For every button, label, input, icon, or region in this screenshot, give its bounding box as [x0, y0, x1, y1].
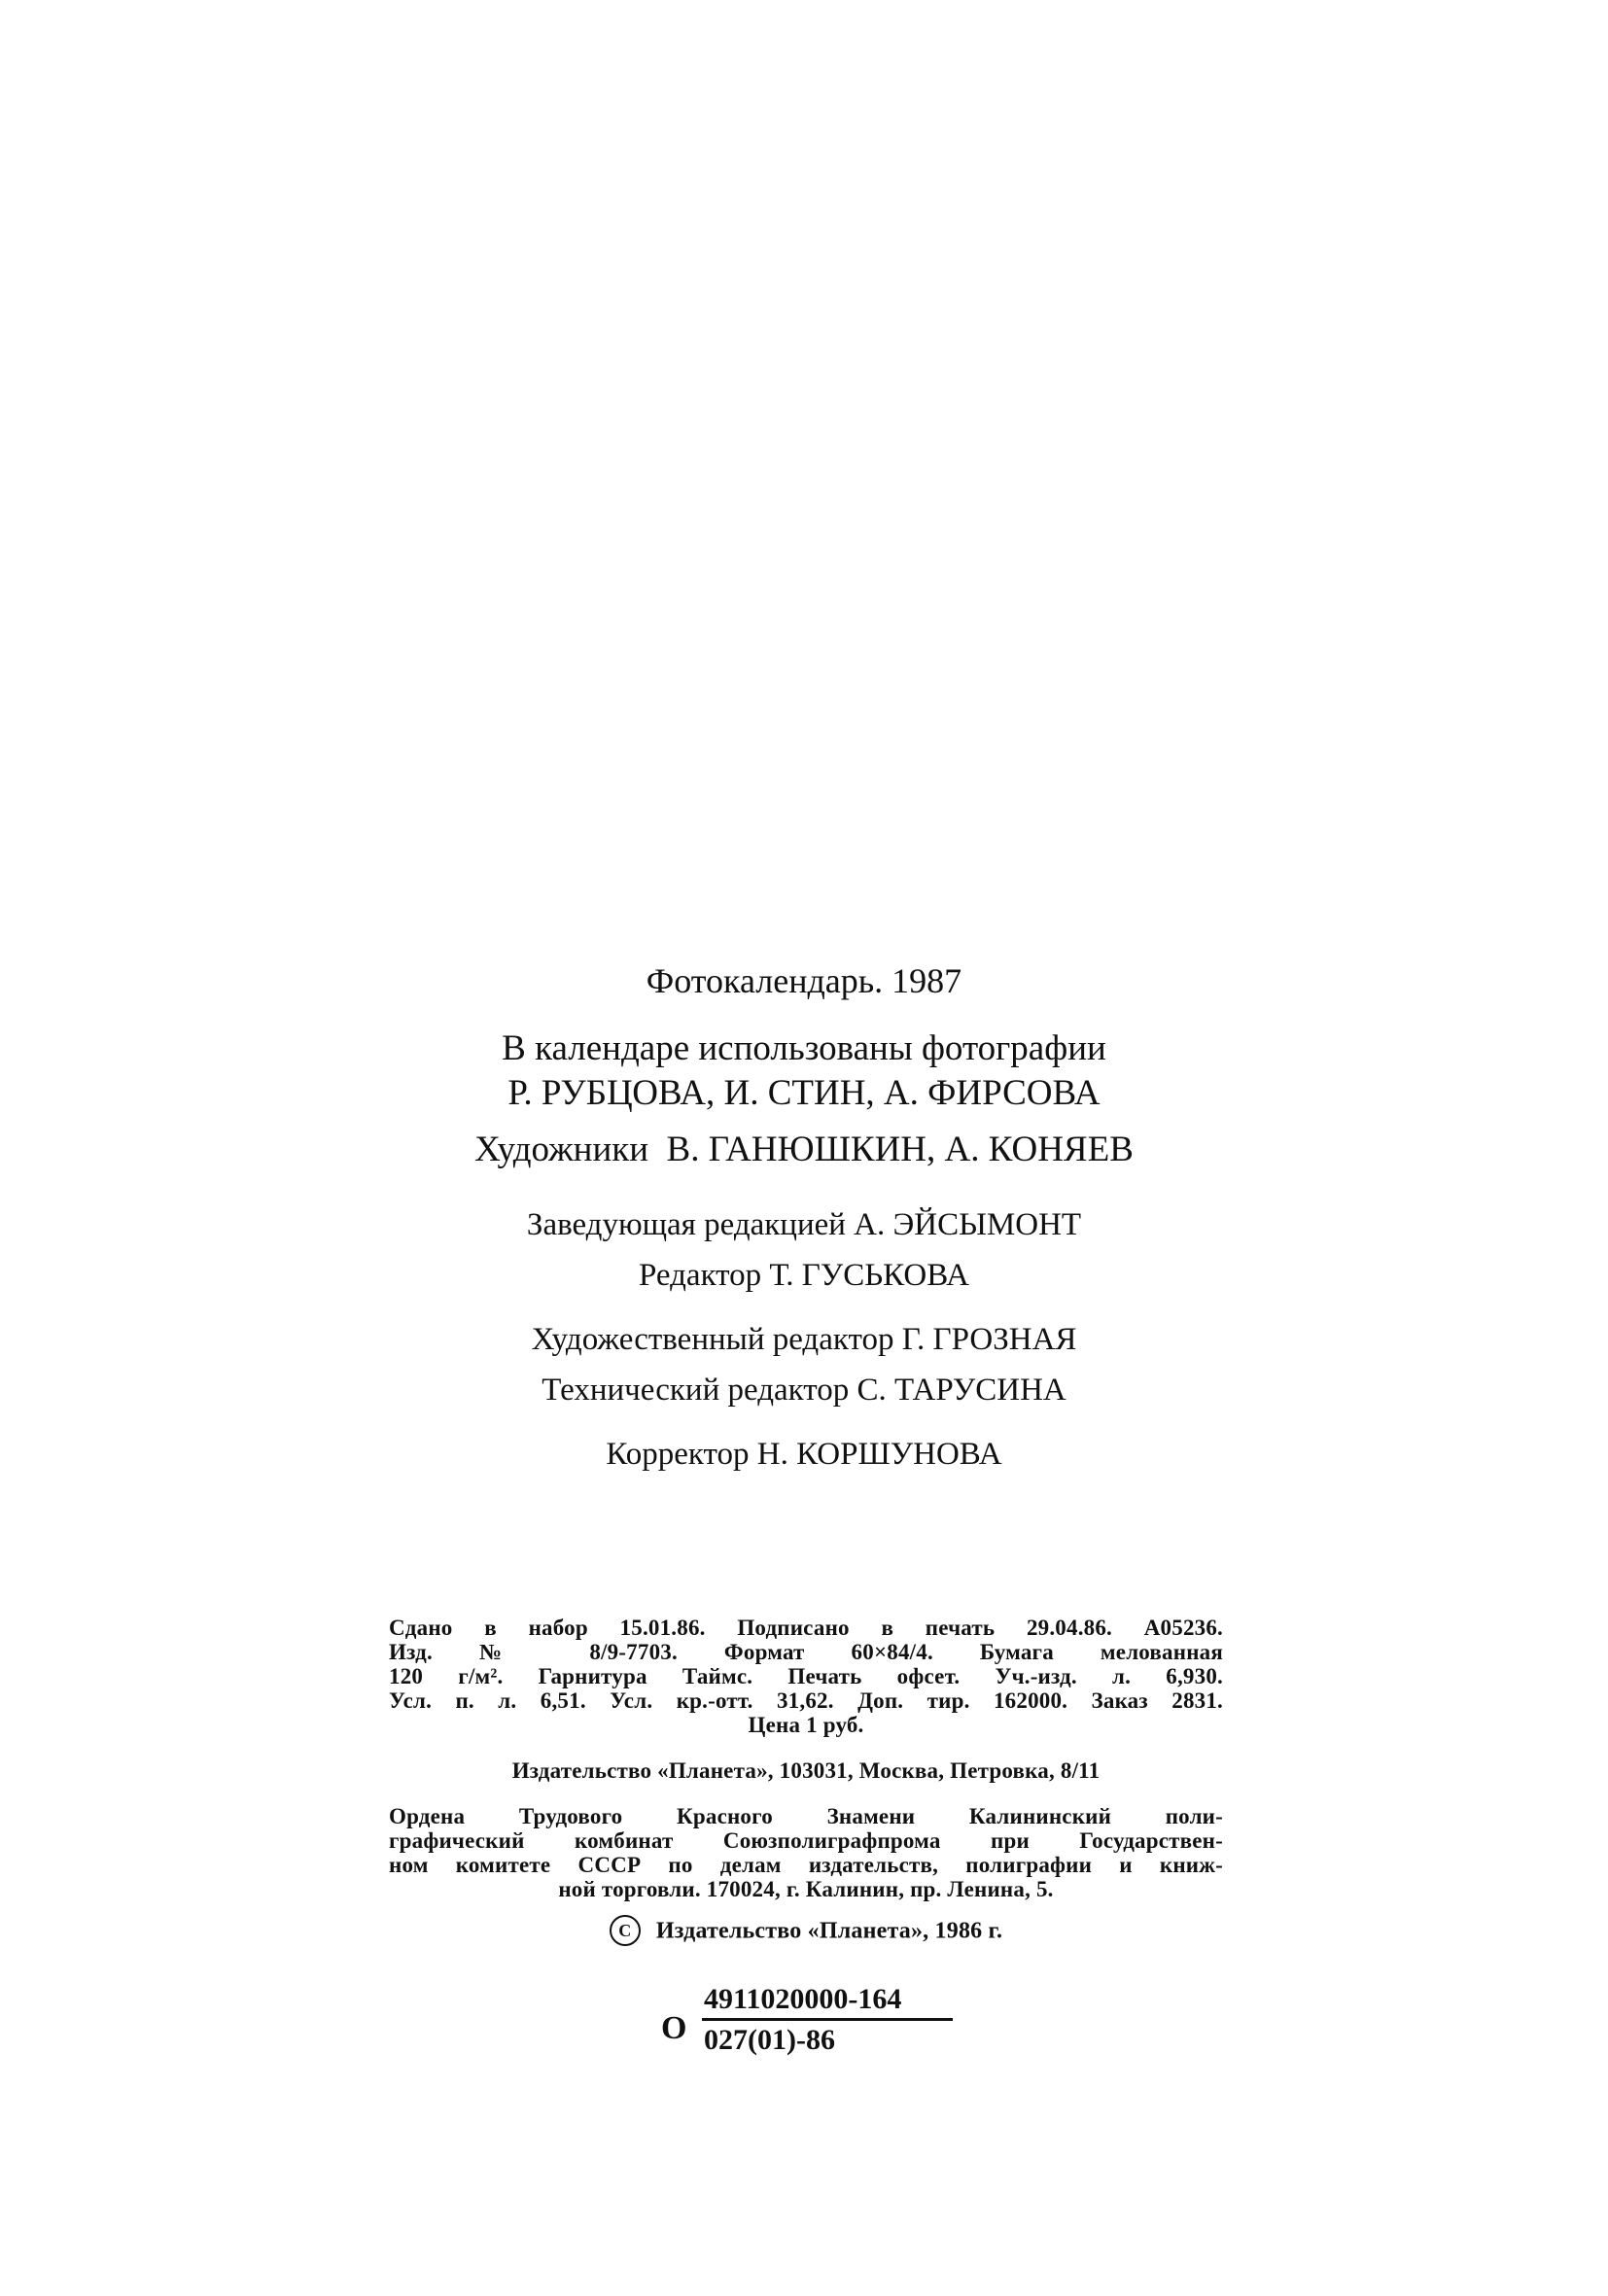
credits-block: [0, 957, 1608, 1479]
printer-line: ном комитете СССР по делам издательств, полиграфии и книж-: [389, 1853, 1223, 1877]
editorial-staff: [0, 1200, 1608, 1479]
copyright-icon: C: [610, 1915, 641, 1946]
proofreader: Корректор Н. КОРШУНОВА: [606, 1437, 1002, 1472]
artists-credit: Художники В. ГАНЮШКИН, А. КОНЯЕВ: [474, 1130, 1134, 1169]
calendar-title: Фотокалендарь. 1987: [646, 961, 962, 1000]
printer-line: Ордена Трудового Красного Знамени Калининский поли-: [389, 1804, 1223, 1828]
photo-credit-intro: В календаре использованы фотографии: [502, 1028, 1106, 1068]
printer-line: графический комбинат Союзполиграфпрома при Государствен-: [389, 1828, 1223, 1853]
print-data-line: 120 г/м². Гарнитура Таймс. Печать офсет. Уч.-изд. л. 6,930.: [389, 1664, 1223, 1688]
head-of-editorial: Заведующая редакцией А. ЭЙСЫМОНТ: [526, 1207, 1082, 1242]
copyright-notice: [389, 1917, 1223, 1948]
printer-info: [389, 1804, 1223, 1901]
code-denominator: 027(01)-86: [704, 2024, 835, 2056]
imprint-block: [389, 1616, 1223, 1948]
catalog-code: [661, 1983, 972, 2070]
print-data-line: Изд. № 8/9-7703. Формат 60×84/4. Бумага мелованная: [389, 1640, 1223, 1664]
print-data-line: Сдано в набор 15.01.86. Подписано в печать 29.04.86. А05236.: [389, 1616, 1223, 1640]
print-data-line: Усл. п. л. 6,51. Усл. кр.-отт. 31,62. Доп. тир. 162000. Заказ 2831.: [389, 1688, 1223, 1713]
editor: Редактор Т. ГУСЬКОВА: [639, 1258, 969, 1293]
price: Цена 1 руб.: [748, 1713, 864, 1737]
fraction-bar: [702, 2018, 953, 2021]
code-numerator: 4911020000-164: [704, 1983, 902, 2015]
photographer-names: Р. РУБЦОВА, И. СТИН, А. ФИРСОВА: [507, 1073, 1101, 1113]
publisher-address: Издательство «Планета», 103031, Москва, Петровка, 8/11: [511, 1758, 1101, 1783]
printer-line-last: ной торговли. 170024, г. Калинин, пр. Ленина, 5.: [558, 1877, 1054, 1901]
technical-editor: Технический редактор С. ТАРУСИНА: [542, 1373, 1066, 1408]
code-prefix: О: [661, 2010, 687, 2046]
art-editor: Художественный редактор Г. ГРОЗНАЯ: [531, 1322, 1077, 1357]
code-fraction: [702, 1983, 955, 2057]
copyright-text: Издательство «Планета», 1986 г.: [655, 1918, 1003, 1944]
